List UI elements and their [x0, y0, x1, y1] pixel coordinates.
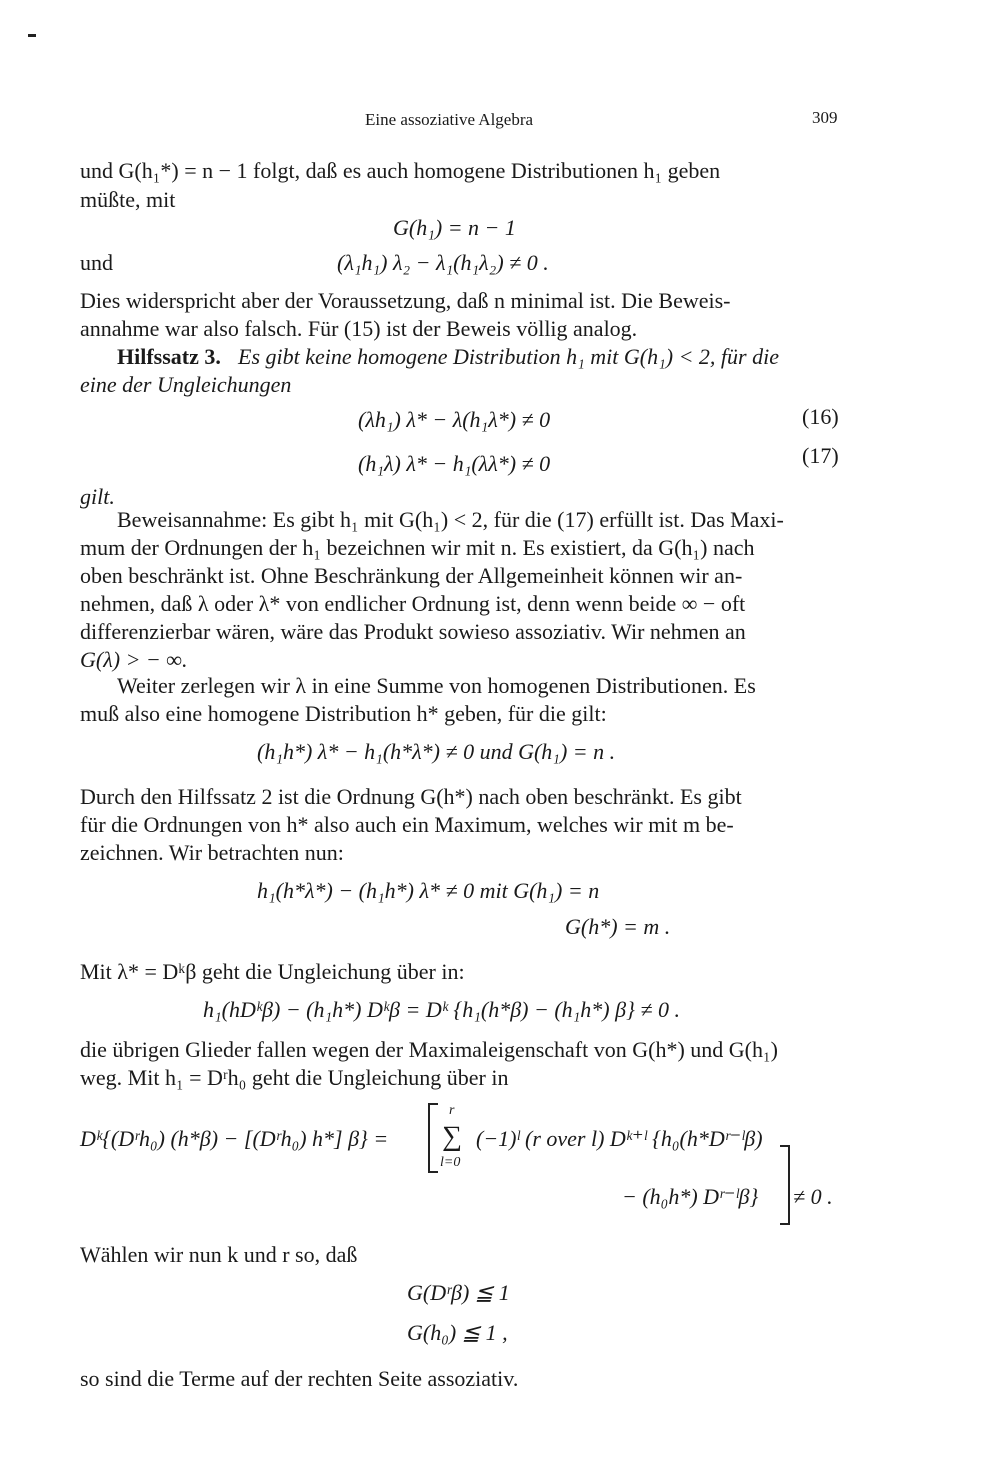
equation: (−1)ˡ (r over l) Dᵏ⁺ˡ {h₀(h*Dʳ⁻ˡβ): [476, 1126, 763, 1151]
text-line: Mit λ* = Dᵏβ geht die Ungleichung über in:: [80, 959, 465, 984]
equation: (λ₁h₁) λ₂ − λ₁(h₁λ₂) ≠ 0 .: [337, 250, 549, 275]
equation: Dᵏ{(Dʳh₀) (h*β) − [(Dʳh₀) h*] β} =: [80, 1126, 389, 1151]
equation: (λh₁) λ* − λ(h₁λ*) ≠ 0: [358, 407, 551, 432]
equation: G(h₀) ≦ 1 ,: [407, 1320, 508, 1345]
text-line: muß also eine homogene Distribution h* geben, für die gilt:: [80, 701, 607, 726]
scan-mark: [28, 34, 36, 37]
text-line: und G(h₁*) = n − 1 folgt, daß es auch homogene Distributionen h₁ geben: [80, 158, 721, 183]
lemma-title: Hilfssatz 3.: [117, 344, 221, 369]
lemma-statement: Es gibt keine homogene Distribution h₁ mit G(h₁) < 2, für die: [238, 344, 779, 369]
text-line: oben beschränkt ist. Ohne Beschränkung der Allgemeinheit können wir an-: [80, 563, 743, 588]
text-line: so sind die Terme auf der rechten Seite assoziativ.: [80, 1366, 519, 1391]
text-line: Durch den Hilfssatz 2 ist die Ordnung G(h*) nach oben beschränkt. Es gibt: [80, 784, 742, 809]
equation: G(h*) = m .: [565, 914, 671, 939]
text-line: die übrigen Glieder fallen wegen der Maximaleigenschaft von G(h*) und G(h₁): [80, 1037, 778, 1062]
text-line: differenzierbar wären, wäre das Produkt sowieso assoziativ. Wir nehmen an: [80, 619, 746, 644]
equation-number: (16): [802, 404, 839, 429]
text-line: mum der Ordnungen der h₁ bezeichnen wir mit n. Es existiert, da G(h₁) nach: [80, 535, 755, 560]
text-line: gilt.: [80, 484, 115, 509]
equation: (h₁h*) λ* − h₁(h*λ*) ≠ 0 und G(h₁) = n .: [257, 739, 616, 764]
lemma-statement: eine der Ungleichungen: [80, 372, 292, 397]
text-line: nehmen, daß λ oder λ* von endlicher Ordnung ist, denn wenn beide ∞ − oft: [80, 591, 746, 616]
equation: ≠ 0 .: [793, 1184, 833, 1209]
running-title: Eine assoziative Algebra: [365, 110, 534, 129]
equation: G(Dʳβ) ≦ 1: [407, 1280, 510, 1305]
sum-symbol: ∑: [442, 1121, 462, 1152]
equation: G(h₁) = n − 1: [393, 215, 516, 240]
text-line: zeichnen. Wir betrachten nun:: [80, 840, 344, 865]
equation: h₁(hDᵏβ) − (h₁h*) Dᵏβ = Dᵏ {h₁(h*β) − (h₁h*) β} ≠ 0 .: [203, 997, 680, 1022]
left-bracket: [428, 1103, 438, 1173]
text-line: G(λ) > − ∞.: [80, 647, 188, 672]
sum-lower-limit: l=0: [440, 1155, 461, 1170]
text-line: müßte, mit: [80, 187, 176, 212]
page-number: 309: [812, 108, 838, 127]
text-line: annahme war also falsch. Für (15) ist der Beweis völlig analog.: [80, 316, 638, 341]
text-line: für die Ordnungen von h* also auch ein Maximum, welches wir mit m be-: [80, 812, 734, 837]
equation: − (h₀h*) Dʳ⁻ˡβ}: [622, 1184, 759, 1209]
equation: h₁(h*λ*) − (h₁h*) λ* ≠ 0 mit G(h₁) = n: [257, 878, 600, 903]
text-line: Wählen wir nun k und r so, daß: [80, 1242, 358, 1267]
text-line: Beweisannahme: Es gibt h₁ mit G(h₁) < 2, für die (17) erfüllt ist. Das Maxi-: [117, 507, 784, 532]
equation: (h₁λ) λ* − h₁(λλ*) ≠ 0: [358, 451, 551, 476]
sum-upper-limit: r: [449, 1103, 455, 1118]
text-line: Weiter zerlegen wir λ in eine Summe von homogenen Distributionen. Es: [117, 673, 756, 698]
text-line: und: [80, 250, 113, 275]
text-line: Dies widerspricht aber der Voraussetzung, daß n minimal ist. Die Beweis-: [80, 288, 731, 313]
equation-number: (17): [802, 443, 839, 468]
text-line: weg. Mit h₁ = Dʳh₀ geht die Ungleichung über in: [80, 1065, 509, 1090]
right-bracket: [780, 1145, 790, 1225]
